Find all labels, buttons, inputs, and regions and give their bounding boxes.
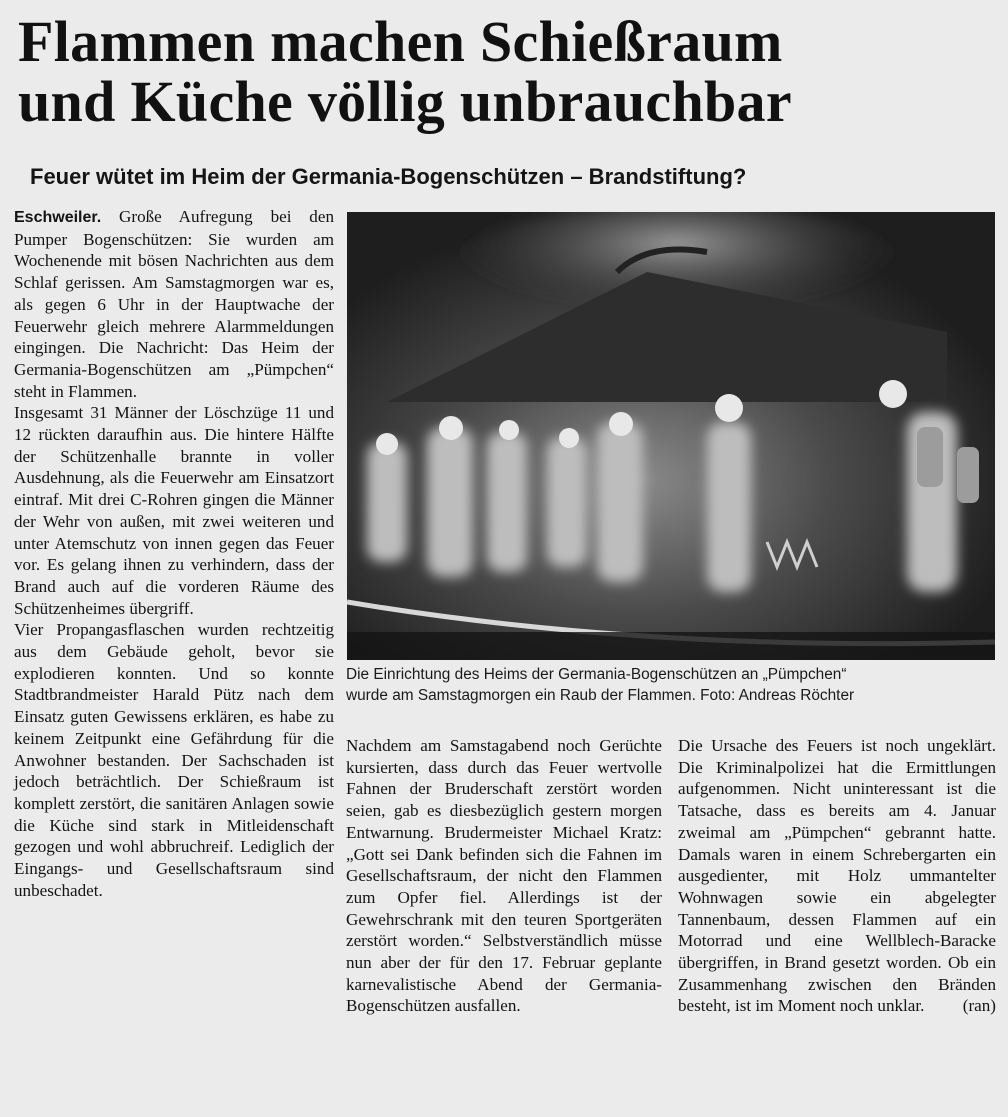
headline-line-2: und Küche völlig unbrauchbar bbox=[18, 69, 792, 134]
author-initials: (ran) bbox=[962, 996, 996, 1016]
photo-caption bbox=[346, 664, 998, 706]
caption-line-2: wurde am Samstagmorgen ein Raub der Flammen. Foto: Andreas Röchter bbox=[346, 687, 855, 704]
article-column-2 bbox=[346, 735, 662, 1017]
paragraph: Vier Propangasflaschen wurden rechtzeitig aus dem Gebäude geholt, bevor sie explodieren konnten. Und so konnte Stadtbrandmeister Harald Pütz nach dem Einsatz guten Gewissens erklären, es habe zu keinem Zeitpunkt eine Gefährdung für die Anwohner bestanden. Der Sachschaden ist jedoch beträchtlich. Der Schießraum ist komplett zerstört, die sanitären Anlagen sowie die Küche sind stark in Mitleidenschaft gezogen und wohl abbruchreif. Lediglich der Eingangs- und Gesellschaftsraum sind unbeschadet. bbox=[14, 620, 334, 900]
headline bbox=[18, 9, 998, 134]
headline-line-1: Flammen machen Schießraum bbox=[18, 9, 783, 74]
subheadline: Feuer wütet im Heim der Germania-Bogenschützen – Brandstiftung? bbox=[30, 164, 747, 189]
caption-line-1: Die Einrichtung des Heims der Germania-Bogenschützen an „Pümpchen“ bbox=[346, 666, 847, 683]
article-column-1 bbox=[14, 206, 334, 902]
paragraph-text: Große Aufregung bei den Pumper Bogenschützen: Sie wurden am Wochenende mit bösen Nachrichten aus dem Schlaf gerissen. Am Samstagmorgen war es, als gegen 6 Uhr in der Hauptwache der Feuerwehr gleich mehrere Alarmmeldungen eingingen. Die Nachricht: Das Heim der Germania-Bogenschützen am „Pümpchen“ steht in Flammen. bbox=[14, 207, 334, 401]
paragraph: Insgesamt 31 Männer der Löschzüge 11 und 12 rückten daraufhin aus. Die hintere Hälfte der Schützenhalle brannte in voller Ausdehnung, als die Feuerwehr am Einsatzort eintraf. Mit drei C-Rohren gingen die Männer der Wehr von außen, mit zwei weiteren und unter Atemschutz von innen gegen das Feuer vor. Es gelang ihnen zu verhindern, dass der Brand auch auf die vorderen Räume des Schützenheimes übergriff. bbox=[14, 403, 334, 618]
paragraph-text: Die Ursache des Feuers ist noch ungeklärt. Die Kriminalpolizei hat die Ermittlungen aufgenommen. Nicht uninteressant ist die Tatsache, dass es bereits am 4. Januar zweimal am „Pümpchen“ gebrannt hatte. Damals waren in einem Schrebergarten ein ausgedienter, mit Holz ummantelter Wohnwagen sowie ein abgelegter Tannenbaum, dessen Flammen auf ein Motorrad und eine Wellblech-Baracke übergriffen, in Brand gesetzt worden. Ob ein Zusammenhang zwischen den Bränden besteht, ist im Moment noch unklar. bbox=[678, 736, 996, 1016]
dateline: Eschweiler. bbox=[14, 209, 102, 226]
paragraph: Nachdem am Samstagabend noch Gerüchte kursierten, dass durch das Feuer wertvolle Fahnen der Bruderschaft zerstört worden seien, gab es diesbezüglich gestern morgen Entwarnung. Brudermeister Michael Kratz: „Gott sei Dank befinden sich die Fahnen im Gesellschaftsraum, der nicht den Flammen zum Opfer fiel. Allerdings ist der Gewehrschrank mit den teuren Sportgeräten zerstört worden.“ Selbstverständlich müsse nun aber der für den 17. Februar geplante karnevalistische Abend der Germania-Bogenschützen ausfallen. bbox=[346, 736, 662, 1016]
paragraph bbox=[14, 206, 334, 402]
article-column-3 bbox=[678, 735, 996, 1017]
paragraph bbox=[678, 735, 996, 1017]
photo-image bbox=[347, 212, 995, 660]
firefighters-night-photo bbox=[347, 212, 995, 660]
